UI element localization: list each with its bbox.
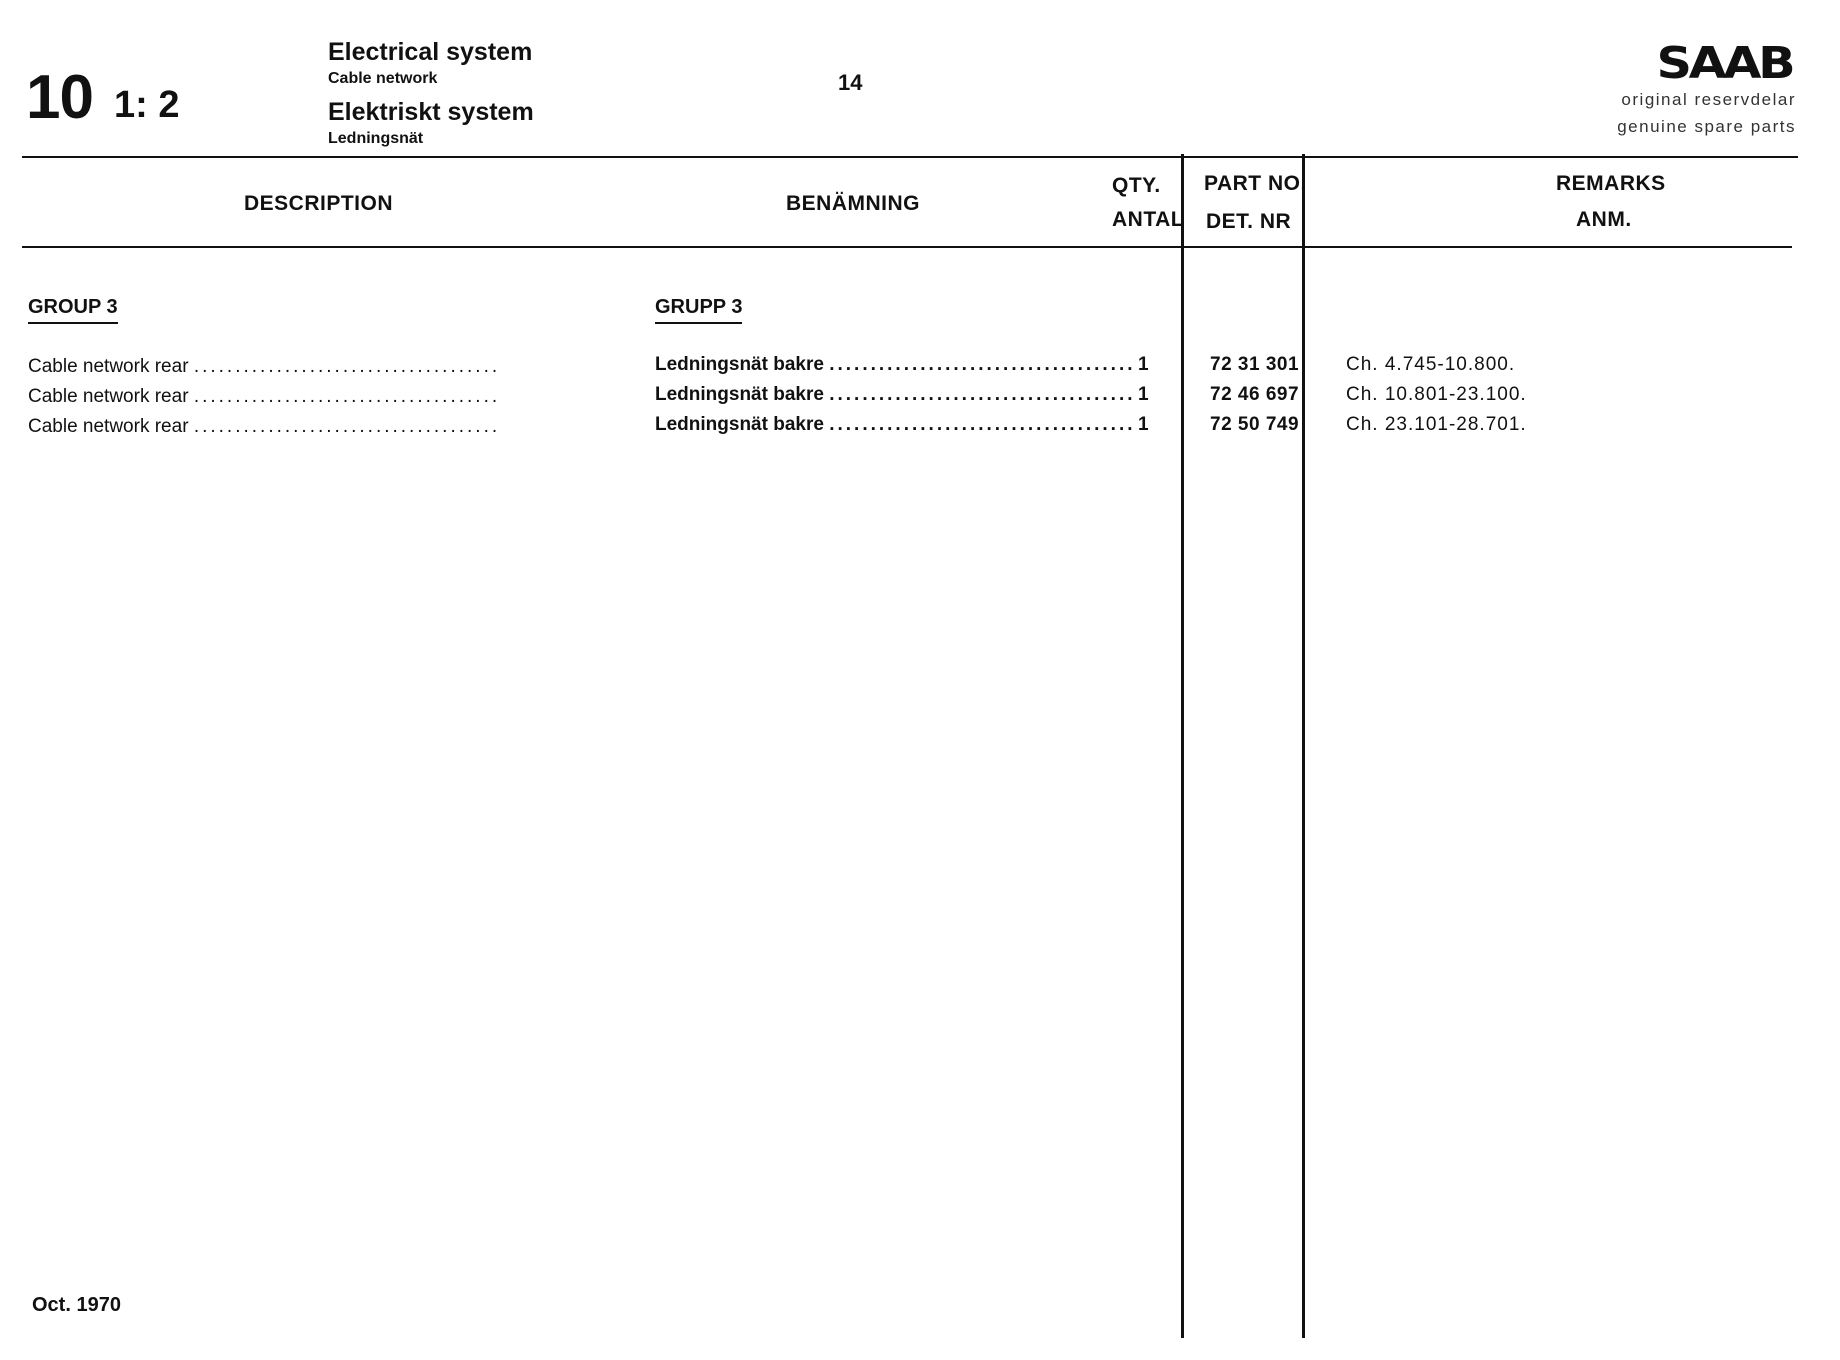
table-row-description: Cable network rear ..................................... — [28, 356, 501, 377]
header-bottom-rule — [22, 246, 1792, 248]
column-header-benamning: BENÄMNING — [786, 192, 920, 215]
table-row-part-no: 72 46 697 — [1210, 384, 1300, 405]
brand-logo: SAAB — [1656, 38, 1792, 89]
table-row-qty: 1 — [1138, 354, 1149, 375]
column-header-antal: ANTAL — [1112, 208, 1185, 231]
tagline-english: genuine spare parts — [1617, 117, 1796, 136]
table-row-remarks: Ch. 23.101-28.701. — [1346, 414, 1527, 435]
table-row-benamning: Ledningsnät bakre ..................................... — [655, 384, 1136, 405]
page-number: 14 — [838, 70, 863, 95]
issue-date: Oct. 1970 — [32, 1294, 121, 1316]
title-swedish: Elektriskt system — [328, 98, 534, 126]
column-header-qty: QTY. — [1112, 174, 1161, 197]
table-row-qty: 1 — [1138, 414, 1149, 435]
part-column-left-rule — [1181, 154, 1184, 1338]
table-row-part-no: 72 50 749 — [1210, 414, 1300, 435]
part-column-right-rule — [1302, 154, 1305, 1338]
table-row-part-no: 72 31 301 — [1210, 354, 1300, 375]
table-row-benamning: Ledningsnät bakre ..................................... — [655, 414, 1136, 435]
header-top-rule — [22, 156, 1798, 158]
group-title-english: GROUP 3 — [28, 296, 118, 324]
section-subnumber: 1: 2 — [114, 84, 180, 126]
table-row-description: Cable network rear ..................................... — [28, 416, 501, 437]
tagline-swedish: original reservdelar — [1621, 90, 1796, 109]
column-header-remarks: REMARKS — [1556, 172, 1666, 195]
table-row-qty: 1 — [1138, 384, 1149, 405]
subtitle-english: Cable network — [328, 70, 438, 87]
column-header-det-nr: DET. NR — [1206, 210, 1292, 233]
table-row-remarks: Ch. 10.801-23.100. — [1346, 384, 1527, 405]
column-header-description: DESCRIPTION — [244, 192, 394, 215]
table-row-description: Cable network rear ..................................... — [28, 386, 501, 407]
column-header-anm: ANM. — [1576, 208, 1632, 231]
title-english: Electrical system — [328, 38, 533, 66]
column-header-part-no: PART NO. — [1204, 172, 1307, 195]
section-number: 10 — [26, 63, 93, 132]
table-row-benamning: Ledningsnät bakre ..................................... — [655, 354, 1136, 375]
subtitle-swedish: Ledningsnät — [328, 130, 424, 147]
group-title-swedish: GRUPP 3 — [655, 296, 742, 324]
table-row-remarks: Ch. 4.745-10.800. — [1346, 354, 1516, 375]
